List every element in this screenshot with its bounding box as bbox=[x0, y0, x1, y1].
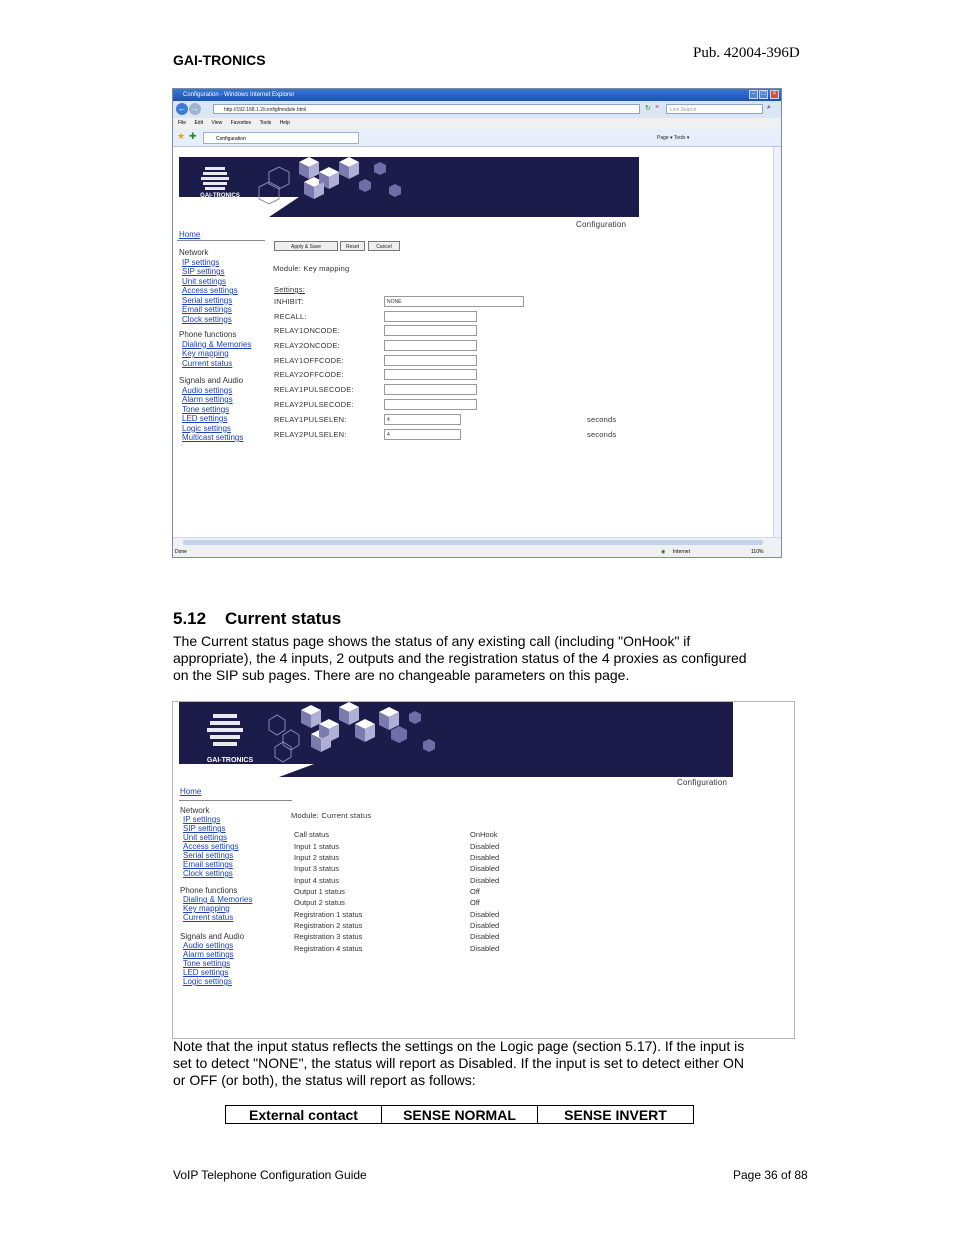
nav-signals-heading: Signals and Audio bbox=[179, 376, 244, 385]
nav-email-settings[interactable]: Email settings bbox=[183, 860, 233, 869]
field-label-relay1oncode: RELAY1ONCODE: bbox=[274, 326, 340, 335]
field-label-recall: RECALL: bbox=[274, 312, 307, 321]
nav-logic-settings[interactable]: Logic settings bbox=[182, 423, 231, 433]
banner-cubes-graphic bbox=[179, 157, 639, 217]
status-label: Registration 4 status bbox=[294, 944, 363, 953]
zoom-level[interactable]: 110% bbox=[751, 549, 764, 555]
menu-edit[interactable]: Edit bbox=[194, 120, 204, 126]
nav-unit-settings[interactable]: Unit settings bbox=[183, 833, 228, 842]
nav-network-group bbox=[180, 806, 239, 878]
nav-phone-heading: Phone functions bbox=[179, 330, 237, 339]
nav-phone-group bbox=[179, 330, 251, 368]
browser-title-bar bbox=[173, 89, 781, 101]
menu-file[interactable]: File bbox=[178, 120, 187, 126]
nav-alarm-settings[interactable]: Alarm settings bbox=[182, 395, 233, 404]
nav-sip-settings[interactable]: SIP settings bbox=[183, 824, 226, 833]
field-label-relay2pulselen: RELAY2PULSELEN: bbox=[274, 430, 347, 439]
nav-sip-settings[interactable]: SIP settings bbox=[182, 267, 225, 276]
forward-arrow-icon[interactable]: → bbox=[191, 104, 199, 113]
nav-access-settings[interactable]: Access settings bbox=[183, 842, 239, 851]
header-pub: Pub. 42004-396D bbox=[693, 45, 800, 61]
module-title: Module: Current status bbox=[291, 811, 372, 820]
nav-home-group bbox=[180, 787, 201, 796]
status-label: Registration 2 status bbox=[294, 921, 363, 930]
status-value: Disabled bbox=[470, 910, 500, 919]
relay1pulselen-input[interactable]: 4 bbox=[384, 414, 461, 425]
gai-tronics-banner bbox=[179, 157, 639, 217]
paragraph-line: appropriate), the 4 inputs, 2 outputs and the registration status of the 4 proxies as configured bbox=[173, 649, 747, 666]
command-bar[interactable]: Page ▾ Tools ▾ bbox=[657, 135, 690, 141]
status-value: Off bbox=[470, 887, 480, 896]
relay1oncode-input[interactable] bbox=[384, 325, 477, 336]
nav-clock-settings[interactable]: Clock settings bbox=[182, 314, 232, 324]
status-label: Registration 1 status bbox=[294, 910, 363, 919]
nav-unit-settings[interactable]: Unit settings bbox=[182, 276, 227, 286]
status-label: Output 1 status bbox=[294, 887, 345, 896]
nav-tone-settings[interactable]: Tone settings bbox=[182, 404, 230, 414]
section-title: Current status bbox=[225, 609, 342, 628]
nav-home-link[interactable]: Home bbox=[180, 787, 202, 796]
nav-divider bbox=[177, 240, 265, 241]
nav-signals-heading: Signals and Audio bbox=[180, 932, 245, 941]
status-text: Done bbox=[175, 549, 187, 555]
field-label-relay2pulsecode: RELAY2PULSECODE: bbox=[274, 400, 354, 409]
relay2pulsecode-input[interactable] bbox=[384, 399, 477, 410]
status-value: OnHook bbox=[470, 830, 498, 839]
nav-serial-settings[interactable]: Serial settings bbox=[182, 295, 233, 305]
header-sense-invert: SENSE INVERT bbox=[538, 1106, 694, 1124]
relay1pulsecode-input[interactable] bbox=[384, 384, 477, 395]
nav-phone-group bbox=[180, 886, 252, 922]
paragraph-line: Note that the input status reflects the settings on the Logic page (section 5.17). If the input is bbox=[173, 1038, 745, 1054]
nav-audio-settings[interactable]: Audio settings bbox=[183, 941, 234, 950]
brand-subtitle: A Hubbell Company bbox=[202, 199, 238, 204]
nav-phone-heading: Phone functions bbox=[180, 886, 238, 895]
nav-multicast-settings[interactable]: Multicast settings bbox=[182, 433, 244, 442]
search-input[interactable]: Live Search bbox=[666, 104, 763, 114]
menu-bar bbox=[173, 118, 781, 129]
menu-tools[interactable]: Tools bbox=[259, 120, 272, 126]
module-title: Module: Key mapping bbox=[273, 264, 350, 273]
status-label: Input 2 status bbox=[294, 853, 340, 862]
nav-network-heading: Network bbox=[179, 248, 209, 257]
relay2oncode-input[interactable] bbox=[384, 340, 477, 351]
status-label: Input 4 status bbox=[294, 876, 340, 885]
browser-window-screenshot bbox=[172, 88, 782, 558]
field-label-relay1pulsecode: RELAY1PULSECODE: bbox=[274, 385, 354, 394]
add-favorite-icon[interactable]: ✚ bbox=[189, 131, 197, 141]
status-value: Disabled bbox=[470, 921, 500, 930]
contact-sense-table bbox=[225, 1105, 694, 1124]
field-label-relay2offcode: RELAY2OFFCODE: bbox=[274, 370, 344, 379]
security-zone: Internet bbox=[673, 549, 690, 555]
nav-alarm-settings[interactable]: Alarm settings bbox=[183, 950, 234, 959]
nav-ip-settings[interactable]: IP settings bbox=[183, 815, 221, 824]
maximize-icon[interactable]: □ bbox=[759, 90, 768, 99]
back-arrow-icon[interactable]: ← bbox=[178, 104, 186, 113]
brand-logo-text bbox=[189, 193, 251, 204]
status-value: Disabled bbox=[470, 842, 500, 851]
address-bar bbox=[173, 101, 781, 118]
nav-clock-settings[interactable]: Clock settings bbox=[183, 869, 233, 878]
vertical-scrollbar[interactable] bbox=[773, 147, 782, 537]
nav-home-link[interactable]: Home bbox=[179, 230, 201, 239]
status-label: Output 2 status bbox=[294, 898, 345, 907]
header-company: GAI-TRONICS bbox=[173, 52, 266, 68]
nav-network-heading: Network bbox=[180, 806, 210, 815]
field-label-relay1pulselen: RELAY1PULSELEN: bbox=[274, 415, 347, 424]
footer-guide-title: VoIP Telephone Configuration Guide bbox=[173, 1168, 367, 1182]
nav-ip-settings[interactable]: IP settings bbox=[182, 257, 220, 267]
section-paragraph-1 bbox=[173, 633, 783, 683]
status-value: Disabled bbox=[470, 932, 500, 941]
header-external-contact: External contact bbox=[226, 1106, 382, 1124]
tab-configuration[interactable]: Configuration bbox=[203, 132, 359, 144]
nav-home-group bbox=[179, 230, 200, 239]
nav-dialing-memories[interactable]: Dialing & Memories bbox=[182, 339, 252, 349]
nav-access-settings[interactable]: Access settings bbox=[182, 286, 238, 295]
status-value: Disabled bbox=[470, 864, 500, 873]
status-bar bbox=[173, 547, 781, 557]
field-label-relay2oncode: RELAY2ONCODE: bbox=[274, 341, 340, 350]
close-icon[interactable]: × bbox=[770, 90, 779, 99]
apply-save-button[interactable]: Apply & Save bbox=[274, 241, 338, 251]
nav-current-status[interactable]: Current status bbox=[182, 358, 233, 368]
relay2offcode-input[interactable] bbox=[384, 369, 477, 380]
nav-led-settings[interactable]: LED settings bbox=[182, 414, 228, 423]
refresh-icon[interactable]: ↻ bbox=[645, 105, 651, 112]
section-paragraph-2 bbox=[173, 1038, 783, 1088]
section-number: 5.12 bbox=[173, 609, 207, 628]
status-label: Registration 3 status bbox=[294, 932, 363, 941]
page-content bbox=[173, 147, 773, 537]
nav-email-settings[interactable]: Email settings bbox=[182, 305, 232, 314]
search-icon[interactable]: ⌕ bbox=[767, 104, 771, 111]
nav-current-status[interactable]: Current status bbox=[183, 913, 234, 922]
paragraph-line: on the SIP sub pages. There are no changeable parameters on this page. bbox=[173, 666, 630, 683]
nav-audio-settings[interactable]: Audio settings bbox=[182, 385, 233, 395]
status-value: Off bbox=[470, 898, 480, 907]
nav-serial-settings[interactable]: Serial settings bbox=[183, 851, 234, 860]
status-label: Input 1 status bbox=[294, 842, 340, 851]
paragraph-line: set to detect "NONE", the status will report as Disabled. If the input is set to detect either ON bbox=[173, 1054, 744, 1071]
settings-heading: Settings: bbox=[274, 285, 305, 294]
recall-input[interactable] bbox=[384, 311, 477, 322]
relay2pulselen-input[interactable]: 4 bbox=[384, 429, 461, 440]
nav-signals-group bbox=[179, 376, 243, 443]
nav-divider bbox=[179, 800, 292, 801]
stop-icon[interactable]: × bbox=[655, 104, 660, 111]
menu-help[interactable]: Help bbox=[279, 120, 290, 126]
configuration-label: Configuration bbox=[576, 220, 627, 229]
brand-name: GAI-TRONICS bbox=[206, 757, 254, 764]
status-label: Input 3 status bbox=[294, 864, 340, 873]
paragraph-line: or OFF (or both), the status will report as follows: bbox=[173, 1071, 476, 1088]
nav-led-settings[interactable]: LED settings bbox=[183, 968, 229, 977]
nav-network-group bbox=[179, 248, 238, 324]
brand-subtitle: A Hubbell Company bbox=[207, 764, 253, 770]
relay2pulselen-unit: seconds bbox=[587, 430, 617, 439]
nav-key-mapping[interactable]: Key mapping bbox=[182, 349, 229, 358]
status-label: Call status bbox=[294, 830, 330, 839]
url-input[interactable]: http://192.168.1.2/configfmodule.html bbox=[213, 104, 640, 114]
menu-favorites[interactable]: Favorites bbox=[230, 120, 252, 126]
menu-view[interactable]: View bbox=[211, 120, 223, 126]
inhibit-input[interactable]: NONE bbox=[384, 296, 524, 307]
paragraph-line: The Current status page shows the status of any existing call (including "OnHook" if bbox=[173, 633, 691, 649]
nav-key-mapping[interactable]: Key mapping bbox=[183, 904, 230, 913]
brand-logo-text bbox=[195, 757, 265, 770]
scrollbar-thumb[interactable] bbox=[183, 540, 763, 545]
header-sense-normal: SENSE NORMAL bbox=[382, 1106, 538, 1124]
brand-name: GAI-TRONICS bbox=[200, 193, 240, 199]
reset-button[interactable]: Reset bbox=[340, 241, 365, 251]
footer-page-number: Page 36 of 88 bbox=[733, 1168, 808, 1182]
favorites-bar bbox=[173, 129, 781, 147]
status-value: Disabled bbox=[470, 876, 500, 885]
status-value: Disabled bbox=[470, 853, 500, 862]
nav-signals-group bbox=[180, 932, 244, 986]
nav-logic-settings[interactable]: Logic settings bbox=[183, 977, 232, 986]
relay1offcode-input[interactable] bbox=[384, 355, 477, 366]
minimize-icon[interactable]: – bbox=[749, 90, 758, 99]
nav-tone-settings[interactable]: Tone settings bbox=[183, 959, 231, 968]
field-label-relay1offcode: RELAY1OFFCODE: bbox=[274, 356, 344, 365]
current-status-screenshot bbox=[172, 701, 795, 1039]
gai-tronics-banner bbox=[179, 702, 733, 777]
cancel-button[interactable]: Cancel bbox=[368, 241, 400, 251]
favorites-star-icon[interactable]: ★ bbox=[177, 131, 186, 141]
configuration-label: Configuration bbox=[677, 778, 728, 787]
field-label-inhibit: INHIBIT: bbox=[274, 297, 304, 306]
relay1pulselen-unit: seconds bbox=[587, 415, 617, 424]
table-header-row bbox=[226, 1106, 694, 1124]
status-value: Disabled bbox=[470, 944, 500, 953]
browser-title: Configuration - Windows Internet Explorer bbox=[183, 92, 295, 98]
nav-dialing-memories[interactable]: Dialing & Memories bbox=[183, 895, 253, 904]
globe-icon: ◉ bbox=[661, 549, 666, 555]
